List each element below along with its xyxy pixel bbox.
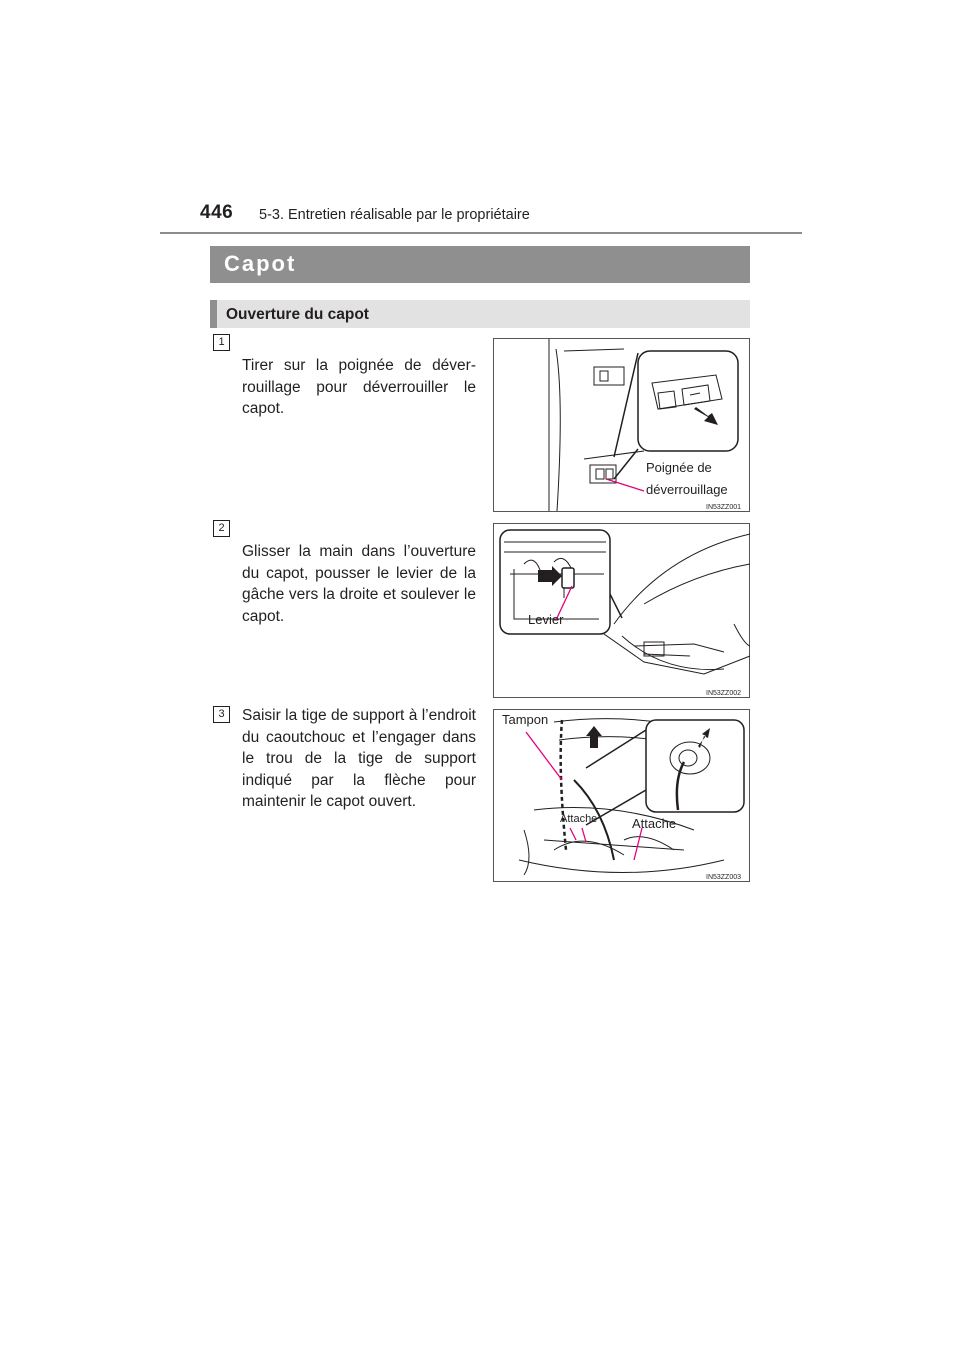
- subsection-title: Ouverture du capot: [226, 306, 369, 323]
- figure-3-label-attache-right: Attache: [632, 816, 677, 831]
- figure-hood-latch-lever: [493, 523, 750, 698]
- figure-1-code: IN53ZZ001: [706, 504, 742, 511]
- step-3-text: Saisir la tige de support à l’endroit du caoutchouc et l’engager dans le trou de la tige de support indiqué par la flèche pour maintenir le capot ouvert.: [242, 707, 476, 810]
- figure-1-illustration: [494, 339, 751, 513]
- step-2-number: 2: [213, 520, 230, 537]
- figure-hood-release-handle: [493, 338, 750, 512]
- subsection-bar: [210, 300, 750, 328]
- running-header: 5-3. Entretien réalisable par le propriétaire: [259, 207, 530, 223]
- step-3-number: 3: [213, 706, 230, 723]
- figure-3-label-attache-left: Attache: [560, 813, 598, 825]
- figure-1-label-line2: déverrouillage: [646, 482, 728, 497]
- figure-2-illustration: [494, 524, 751, 699]
- step-2-text: Glisser la main dans l’ouverture du capot, pousser le levier de la gâche vers la droite et soulever le capot.: [242, 543, 476, 625]
- figure-2-code: IN53ZZ002: [706, 690, 742, 697]
- figure-1-label-line1: Poignée de: [646, 460, 712, 475]
- figure-2-label: Levier: [528, 612, 564, 627]
- section-title-bar: [210, 246, 750, 283]
- section-title: Capot: [224, 251, 297, 276]
- figure-3-code: IN53ZZ003: [706, 874, 742, 881]
- step-1-number: 1: [213, 334, 230, 351]
- step-1-text: Tirer sur la poignée de déver-rouillage pour déverrouiller le capot.: [242, 357, 476, 417]
- figure-3-illustration: [494, 710, 751, 883]
- figure-support-rod: [493, 709, 750, 882]
- figure-3-label-tampon: Tampon: [502, 712, 549, 727]
- header-rule: [160, 232, 802, 234]
- page-number: 446: [200, 202, 234, 223]
